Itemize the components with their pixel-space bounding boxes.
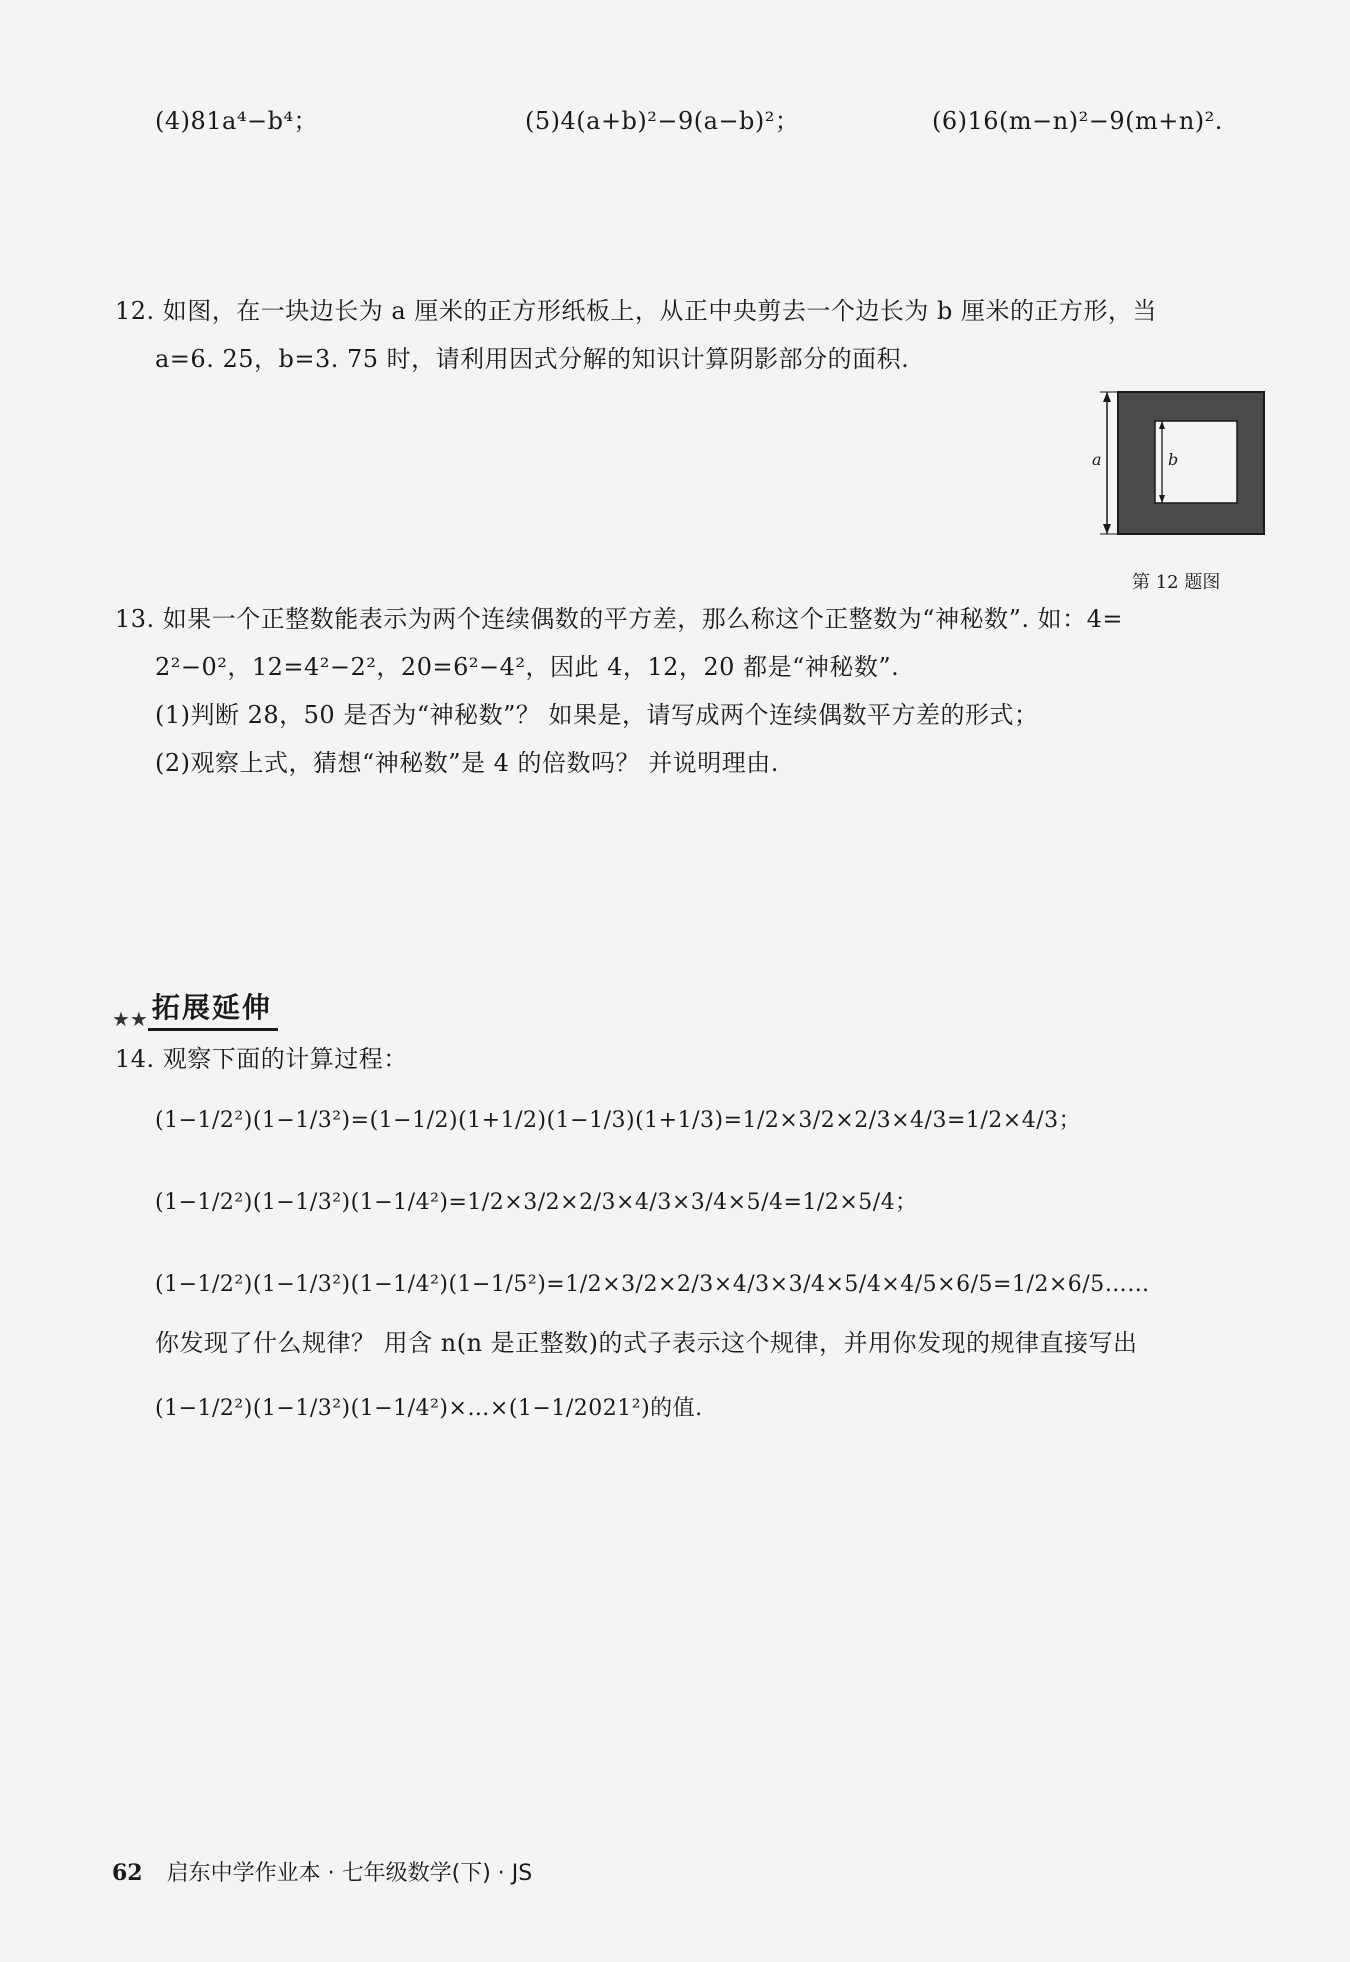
page-footer	[112, 1856, 532, 1887]
section-heading	[112, 986, 278, 1031]
problem-11-5: (5)4(a+b)²−9(a−b)²；	[525, 107, 800, 135]
question-13-sub2: (2)观察上式，猜想“神秘数”是 4 的倍数吗？ 并说明理由.	[155, 749, 779, 777]
question-13-line1: 13. 如果一个正整数能表示为两个连续偶数的平方差，那么称这个正整数为“神秘数”. 如：4=	[115, 605, 1123, 633]
star-icon: ★★	[112, 1007, 148, 1031]
book-title: 启东中学作业本 · 七年级数学(下) · JS	[166, 1861, 533, 1886]
question-13-line2: 2²−0²，12=4²−2²，20=6²−4²，因此 4，12，20 都是“神秘数”.	[155, 653, 900, 681]
equation-3: (1−1/2²)(1−1/3²)(1−1/4²)(1−1/5²)=1/2×3/2×2/3×4/3×3/4×5/4×4/5×6/5=1/2×6/5……	[155, 1272, 1150, 1297]
section-title: 拓展延伸	[148, 986, 278, 1031]
figure-label-a: a	[1092, 450, 1102, 469]
question-14-intro: 14. 观察下面的计算过程：	[115, 1045, 408, 1073]
figure-12	[1090, 388, 1270, 538]
question-14-line1: 你发现了什么规律？ 用含 n(n 是正整数)的式子表示这个规律，并用你发现的规律直接写出	[155, 1329, 1138, 1357]
question-12-line2: a=6. 25，b=3. 75 时，请利用因式分解的知识计算阴影部分的面积.	[155, 345, 910, 373]
page-number: 62	[112, 1860, 143, 1886]
question-12-line1: 12. 如图，在一块边长为 a 厘米的正方形纸板上，从正中央剪去一个边长为 b 厘米的正方形，当	[115, 297, 1157, 325]
question-13-sub1: (1)判断 28，50 是否为“神秘数”？ 如果是，请写成两个连续偶数平方差的形式；	[155, 701, 1039, 729]
figure-12-caption: 第 12 题图	[1132, 572, 1221, 593]
equation-1: (1−1/2²)(1−1/3²)=(1−1/2)(1+1/2)(1−1/3)(1+1/3)=1/2×3/2×2/3×4/3=1/2×4/3；	[155, 1108, 1082, 1133]
problem-11-4: (4)81a⁴−b⁴；	[155, 107, 319, 135]
problem-11-6: (6)16(m−n)²−9(m+n)².	[932, 107, 1223, 135]
figure-label-b: b	[1168, 450, 1179, 469]
question-14-line2: (1−1/2²)(1−1/3²)(1−1/4²)×…×(1−1/2021²)的值.	[155, 1396, 703, 1421]
equation-2: (1−1/2²)(1−1/3²)(1−1/4²)=1/2×3/2×2/3×4/3×3/4×5/4=1/2×5/4；	[155, 1190, 918, 1215]
